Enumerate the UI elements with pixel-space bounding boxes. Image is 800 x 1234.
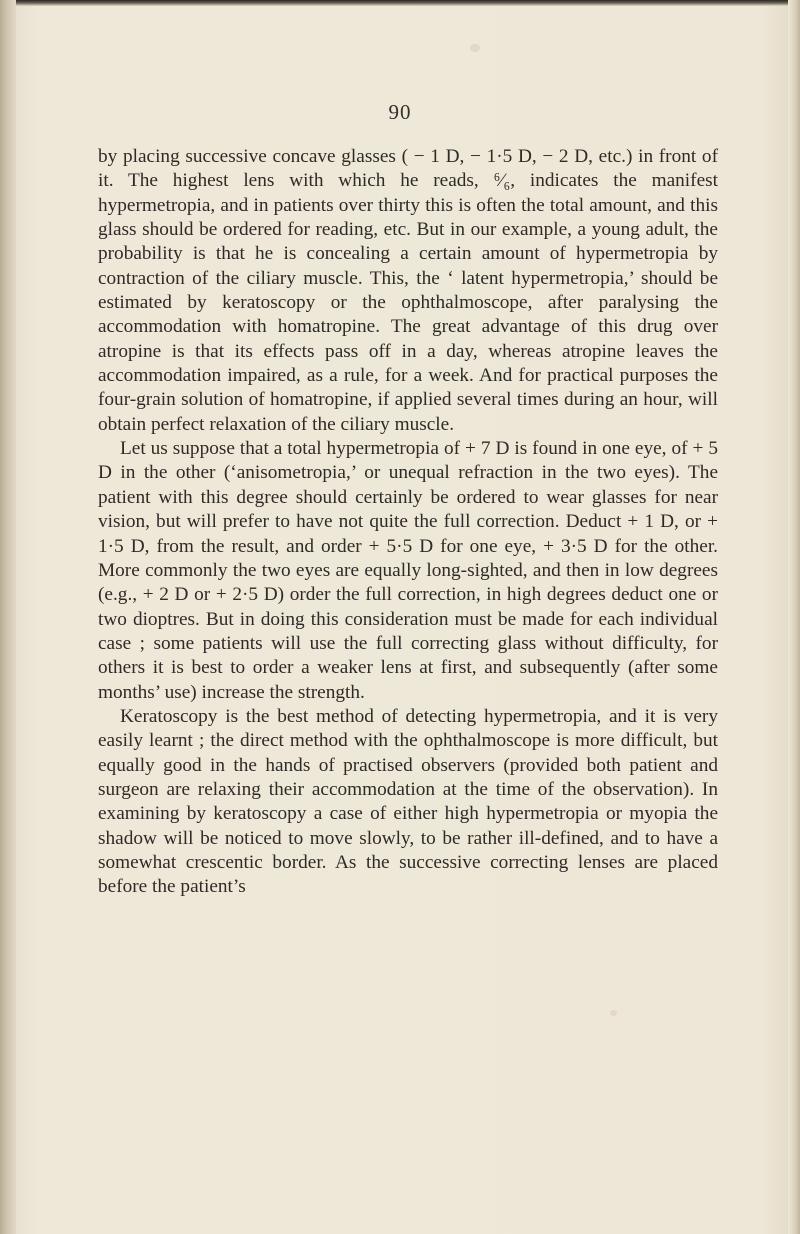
paragraph-keratoscopy: Keratoscopy is the best method of detecting hypermetropia, and it is very easily learnt ; the direct method with the ophthalmoscope is more difficult, but equally good in the hands of practised observers (provided both patient and surgeon are relaxing their accommodation at the time of the observation). In examining by keratoscopy a case of either high hypermetropia or myopia the shadow will be noticed to move slowly, to be rather ill-defined, and to have a somewhat crescentic border. As the successive correcting lenses are placed before the patient’s <box>98 705 718 898</box>
page-number: 90 <box>388 100 412 124</box>
paper-spot <box>470 44 480 52</box>
page-binding-edge <box>0 0 16 1234</box>
paragraph-continuation: by placing successive concave glasses ( − 1 D, − 1·5 D, − 2 D, etc.) in front of it. The highest lens with which he reads, ⁶⁄₆, indicates the manifest hypermetropia, and in patients over thirty this is often the total amount, and this glass should be ordered for reading, etc. But in our example, a young adult, the probability is that he is concealing a certain amount of hypermetropia by contraction of the ciliary muscle. This, the ‘ latent hypermetropia,’ should be estimated by keratoscopy or the ophthalmoscope, after paralysing the accommodation with homatropine. The great advantage of this drug over atropine is that its effects pass off in a day, whereas atropine leaves the accommodation impaired, as a rule, for a week. And for practical purposes the four-grain solution of homatropine, if applied several times during an hour, will obtain perfect relaxation of the ciliary muscle. <box>98 146 718 435</box>
page-outer-edge <box>788 0 800 1234</box>
paper-spot <box>610 1010 617 1016</box>
page-top-shadow <box>0 0 800 6</box>
paragraph-anisometropia: Let us suppose that a total hypermetropia of + 7 D is found in one eye, of + 5 D in the other (‘anisometropia,’ or unequal refraction in the two eyes). The patient with this degree should certainly be ordered to wear glasses for near vision, but will prefer to have not quite the full correction. Deduct + 1 D, or + 1·5 D, from the result, and order + 5·5 D for one eye, + 3·5 D for the other. More commonly the two eyes are equally long-sighted, and then in low degrees (e.g., + 2 D or + 2·5 D) order the full correction, in high degrees deduct one or two dioptres. But in doing this consideration must be made for each individual case ; some patients will use the full correcting glass without difficulty, for others it is best to order a weaker lens at first, and subsequently (after some months’ use) increase the strength. <box>98 438 718 703</box>
body-text <box>98 145 718 900</box>
